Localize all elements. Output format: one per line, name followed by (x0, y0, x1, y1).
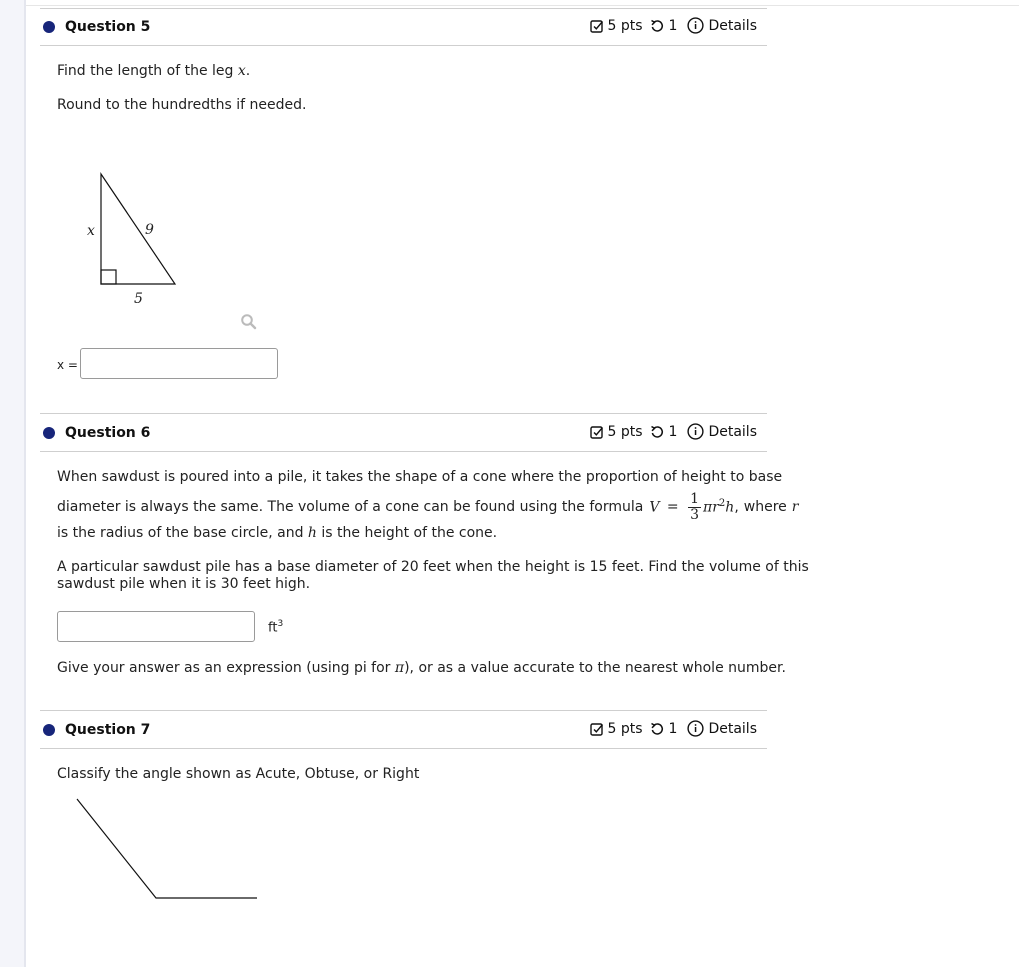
question-7-card (40, 710, 767, 967)
info-icon (687, 423, 704, 440)
info-icon (687, 720, 704, 737)
hypotenuse-label: 9 (145, 222, 154, 238)
question-6-header (40, 413, 767, 452)
question-meta (583, 720, 758, 737)
attempts-badge (650, 424, 678, 440)
points-text: 5 pts (607, 423, 643, 440)
retry-icon (650, 19, 665, 33)
top-divider (26, 5, 1019, 6)
question-title: Question 5 (65, 19, 151, 35)
formula-fraction: $\frac{1}{3}$ (690, 490, 699, 523)
points-badge (590, 424, 643, 440)
attempts-badge (650, 721, 678, 737)
unit-label: $ft^3$ (268, 619, 284, 636)
answer-input-x[interactable] (80, 348, 278, 379)
question-prompt: Classify the angle shown as Acute, Obtuse, or Right (57, 766, 420, 782)
base-label: 5 (134, 291, 143, 307)
checkbox-icon (590, 722, 604, 736)
para2-line1: A particular sawdust pile has a base diameter of 20 feet when the height is 15 feet. Find the volume of this (57, 559, 809, 575)
question-7-header (40, 710, 767, 749)
points-badge (590, 18, 643, 34)
question-instruction: Round to the hundredths if needed. (57, 97, 307, 113)
leg-label: x (87, 223, 95, 239)
question-6-card (40, 413, 809, 703)
points-badge (590, 721, 643, 737)
retry-icon (650, 425, 665, 439)
checkbox-icon (590, 19, 604, 33)
details-button[interactable] (687, 17, 757, 34)
left-rail (0, 0, 26, 967)
details-button[interactable] (687, 720, 757, 737)
info-icon (687, 17, 704, 34)
details-button[interactable] (687, 423, 757, 440)
details-label: Details (708, 720, 757, 737)
question-status-dot (43, 427, 55, 439)
angle-lines (77, 799, 257, 898)
question-status-dot (43, 21, 55, 33)
answer-label: x = (57, 358, 78, 372)
details-label: Details (708, 17, 757, 34)
points-text: 5 pts (607, 17, 643, 34)
answer-hint: Give your answer as an expression (using pi for π), or as a value accurate to the nearest whole number. (57, 660, 786, 676)
para1-line3: is the radius of the base circle, and h is the height of the cone. (57, 525, 498, 541)
question-title: Question 7 (65, 722, 151, 738)
volume-formula: V = $\frac{1}{3}$ $\pi r^2h$, (649, 490, 739, 523)
para2-line2: sawdust pile when it is 30 feet high. (57, 576, 311, 592)
attempts-text: 1 (668, 720, 678, 737)
question-5-header (40, 8, 767, 46)
answer-input-volume[interactable] (57, 611, 255, 642)
question-prompt: Find the length of the leg x. (57, 63, 251, 79)
question-status-dot (43, 724, 55, 736)
magnify-icon[interactable] (240, 313, 258, 331)
right-angle-marker (101, 270, 116, 284)
para1-line2: diameter is always the same. The volume of a cone can be found using the formula V = $\frac{1}{3}$ $\pi r^2h$, where r (57, 490, 799, 523)
triangle-shape (101, 174, 175, 284)
question-5-card (40, 8, 767, 406)
checkbox-icon (590, 425, 604, 439)
question-title: Question 6 (65, 425, 151, 441)
details-label: Details (708, 423, 757, 440)
question-meta (583, 17, 758, 34)
para1-line1: When sawdust is poured into a pile, it takes the shape of a cone where the proportion of height to base (57, 469, 783, 485)
points-text: 5 pts (607, 720, 643, 737)
retry-icon (650, 722, 665, 736)
angle-figure (40, 790, 300, 910)
attempts-text: 1 (668, 17, 678, 34)
question-meta (583, 423, 758, 440)
attempts-text: 1 (668, 423, 678, 440)
right-triangle-figure (40, 158, 240, 318)
attempts-badge (650, 18, 678, 34)
